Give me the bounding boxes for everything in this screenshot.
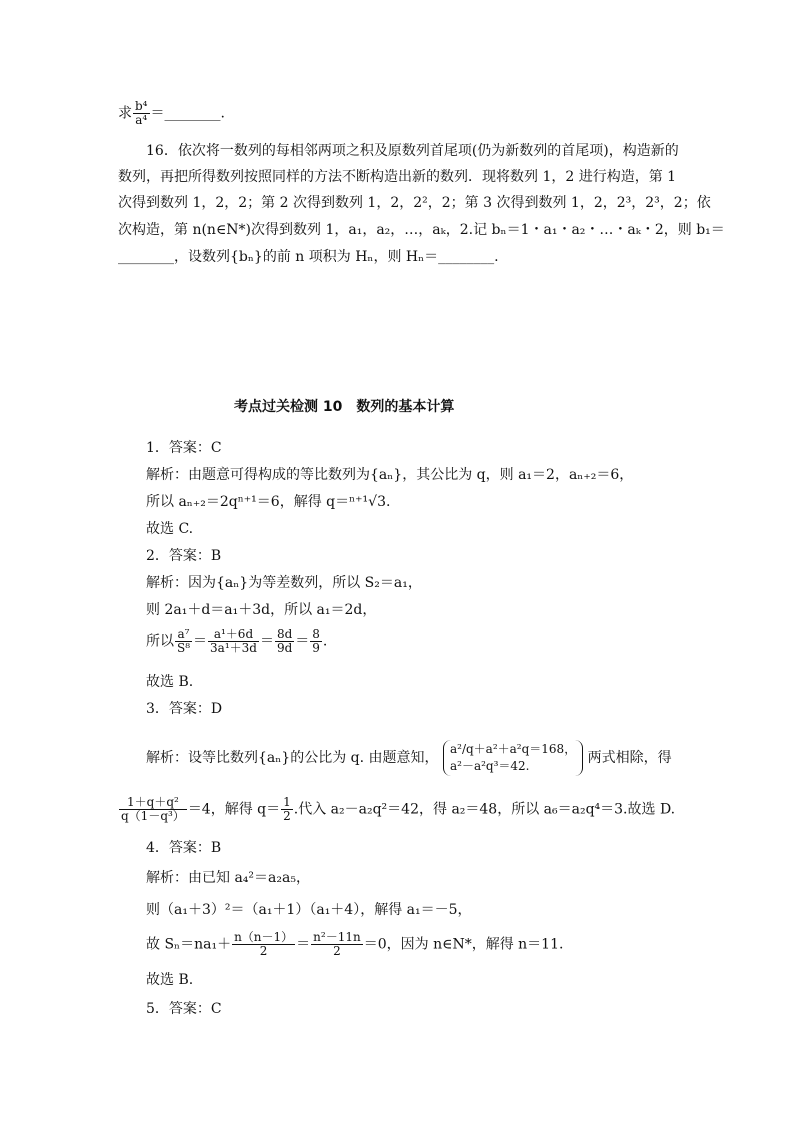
so-prefix: 所以 — [146, 633, 174, 650]
section-title: 考点过关检测 10 数列的基本计算 — [234, 399, 455, 415]
substitute-text: .代入 a₂－a₂q²＝42，得 a₂＝48，所以 a₆＝a₂q⁴＝3.故选 D. — [293, 801, 676, 818]
answer-2-line-4: 故选 B. — [146, 674, 194, 690]
frac-den: 2 — [259, 944, 268, 958]
equation-system — [443, 740, 583, 776]
answer-5: 5．答案：C — [146, 1001, 222, 1017]
ratio-fraction — [119, 796, 187, 823]
frac-den: S⁸ — [177, 641, 191, 655]
fraction-2 — [311, 931, 363, 958]
q16-line-3: 次得到数列 1，2，2；第 2 次得到数列 1，2，2²，2；第 3 次得到数列 1，2，2³，2³，2；依 — [118, 195, 711, 211]
answer-4: 4．答案：B — [146, 840, 222, 856]
frac-num: a⁷ — [175, 628, 192, 642]
ask-prefix: 求 — [118, 105, 132, 122]
frac-num: n（n－1） — [234, 930, 294, 944]
frac-num: 1＋q＋q² — [119, 796, 187, 810]
q16-line-2: 数列，再把所得数列按照同样的方法不断构造出新的数列．现将数列 1，2 进行构造，第 1 — [118, 169, 677, 185]
q16-line-5: ________，设数列{bₙ}的前 n 项积为 Hₙ，则 Hₙ＝________. — [118, 249, 499, 265]
sum-prefix: 故 Sₙ＝na₁＋ — [146, 936, 232, 953]
frac-num: 1 — [283, 795, 291, 809]
frac-num: 8 — [312, 627, 320, 641]
answer-3: 3．答案：D — [146, 701, 223, 717]
q16-line-1: 16．依次将一数列的每相邻两项之积及原数列首尾项(仍为新数列的首尾项)，构造新的 — [146, 143, 679, 159]
frac-den: 2 — [333, 944, 341, 958]
ratio-fraction — [133, 100, 150, 127]
ask-suffix: ＝________. — [150, 105, 225, 122]
frac-den: 9 — [312, 641, 320, 655]
frac-den: 3a¹＋3d — [210, 641, 257, 655]
answer-2-line-2: 则 2a₁＋d＝a₁＋3d，所以 a₁＝2d， — [146, 602, 377, 618]
fraction-2 — [208, 628, 259, 655]
frac-num: n²－11n — [313, 930, 361, 944]
fraction-4 — [310, 628, 322, 655]
answer-3-line-1 — [146, 740, 672, 776]
solve-text: ＝0，因为 n∈N*，解得 n＝11. — [363, 936, 564, 953]
q15-ask-line — [118, 100, 225, 127]
equation-2: a²－a²q³＝42. — [449, 759, 530, 773]
frac-num: a¹＋6d — [208, 628, 259, 642]
frac-den: a⁴ — [135, 113, 148, 127]
answer-4-line-1: 解析：由已知 a₄²＝a₂a₅， — [146, 870, 310, 886]
fraction-1 — [175, 628, 192, 655]
answer-2: 2．答案：B — [146, 548, 222, 564]
answer-1: 1．答案：C — [146, 440, 222, 456]
answer-3-line-2 — [118, 796, 675, 823]
analysis-prefix: 解析：设等比数列{aₙ}的公比为 q. 由题意知， — [146, 750, 439, 766]
fraction-1 — [232, 931, 295, 958]
answer-1-line-3: 故选 C. — [146, 521, 194, 537]
divide-text: 两式相除，得 — [587, 750, 672, 766]
equation-1: a²/q＋a²＋a²q＝168， — [449, 742, 577, 756]
frac-num: 8d — [276, 627, 293, 641]
answer-4-line-2: 则（a₁＋3）²＝（a₁＋1）（a₁＋4），解得 a₁＝－5， — [146, 902, 472, 918]
q-fraction — [281, 796, 293, 823]
frac-den: 9d — [276, 641, 293, 655]
fraction-3 — [275, 628, 294, 655]
answer-4-line-3: 故 Sₙ＝na₁＋ $\frac{n(n-1)}{2}$ ＝ $\frac{\text{n²－11n}}{2}$ ＝0，因为 n∈N*，解得 n＝11. — [146, 930, 564, 958]
answer-1-line-1: 解析：由题意可得构成的等比数列为{aₙ}，其公比为 q，则 a₁＝2，aₙ₊₂＝6， — [146, 467, 634, 483]
answer-1-line-2: 所以 aₙ₊₂＝2qⁿ⁺¹＝6，解得 q＝ⁿ⁺¹√3. — [146, 494, 391, 510]
answer-4-line-4: 故选 B. — [146, 972, 194, 988]
solve-text: ＝4，解得 q＝ — [187, 801, 281, 818]
answer-2-line-3: 所以 $\frac{\text{a⁷}}{\text{S⁸}}$ ＝ $\frac{\text{a¹＋6d}}{\text{3a¹＋3d}}$ ＝ $\frac{8d}{9d}$ ＝ $\frac{8}{9}$ . — [146, 627, 328, 655]
frac-den: q（1－q³） — [121, 809, 185, 823]
q16-line-4: 次构造，第 n(n∈N*)次得到数列 1，a₁，a₂，…，aₖ，2.记 bₙ＝1・a₁・a₂・…・aₖ・2，则 b₁＝ — [118, 222, 725, 238]
answer-2-line-1: 解析：因为{aₙ}为等差数列，所以 S₂＝a₁， — [146, 575, 422, 591]
frac-num: b⁴ — [135, 99, 148, 113]
frac-den: 2 — [283, 809, 291, 823]
